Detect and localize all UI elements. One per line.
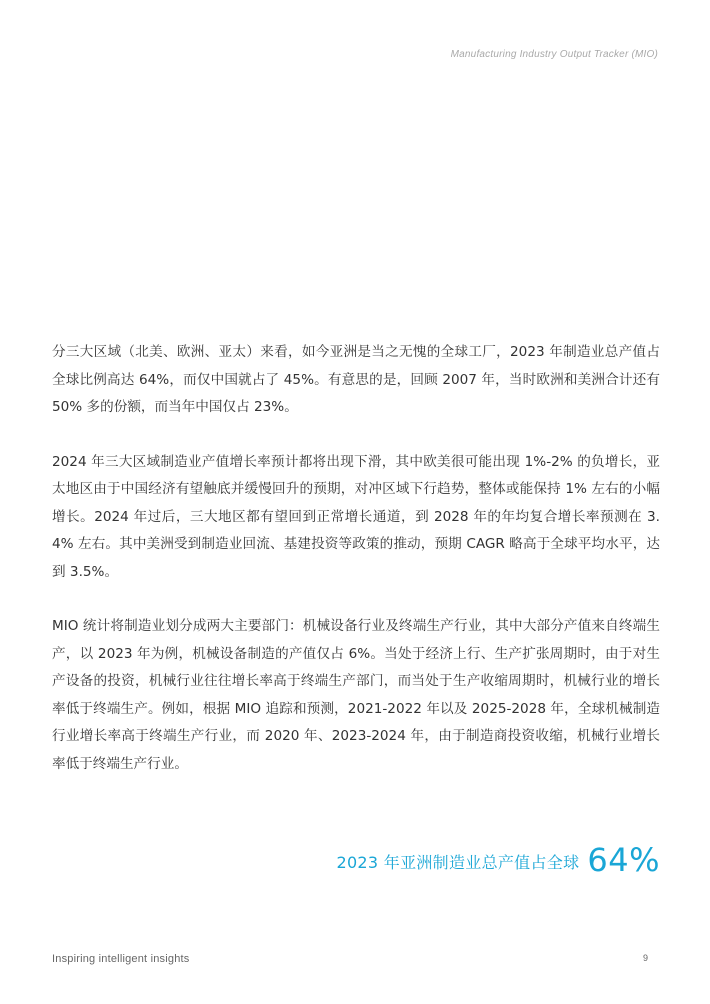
body-text <box>52 339 660 805</box>
paragraph-growth-forecast: 2024 年三大区域制造业产值增长率预计都将出现下滑，其中欧美很可能出现 1%-2% 的负增长，亚太地区由于中国经济有望触底并缓慢回升的预期，对冲区域下行趋势，整体或能保持 1% 左右的小幅增长。2024 年过后，三大地区都有望回到正常增长通道，到 2028 年的年均复合增长率预测在 3.4% 左右。其中美洲受到制造业回流、基建投资等政策的推动，预期 CAGR 略高于全球平均水平，达到 3.5%。 <box>52 453 660 580</box>
report-title: Manufacturing Industry Output Tracker (MIO) <box>450 49 658 60</box>
key-stat-value: 64% <box>587 841 660 879</box>
key-stat-label: 2023 年亚洲制造业总产值占全球 <box>336 853 580 872</box>
key-stat-callout <box>336 840 660 880</box>
paragraph-sector-split: MIO 统计将制造业划分成两大主要部门：机械设备行业及终端生产行业，其中大部分产值来自终端生产，以 2023 年为例，机械设备制造的产值仅占 6%。当处于经济上行、生产扩张周期时，由于对生产设备的投资，机械行业往往增长率高于终端生产部门，而当处于生产收缩周期时，机械行业的增长率低于终端生产。例如，根据 MIO 追踪和预测，2021-2022 年以及 2025-2028 年，全球机械制造行业增长率高于终端生产行业，而 2020 年、2023-2024 年，由于制造商投资收缩，机械行业增长率低于终端生产行业。 <box>52 618 660 772</box>
page-number: 9 <box>642 953 648 963</box>
footer-tagline: Inspiring intelligent insights <box>52 953 190 965</box>
paragraph-regional-share: 分三大区域（北美、欧洲、亚太）来看，如今亚洲是当之无愧的全球工厂，2023 年制造业总产值占全球比例高达 64%，而仅中国就占了 45%。有意思的是，回顾 2007 年，当时欧洲和美洲合计还有 50% 多的份额，而当年中国仅占 23%。 <box>52 344 660 415</box>
